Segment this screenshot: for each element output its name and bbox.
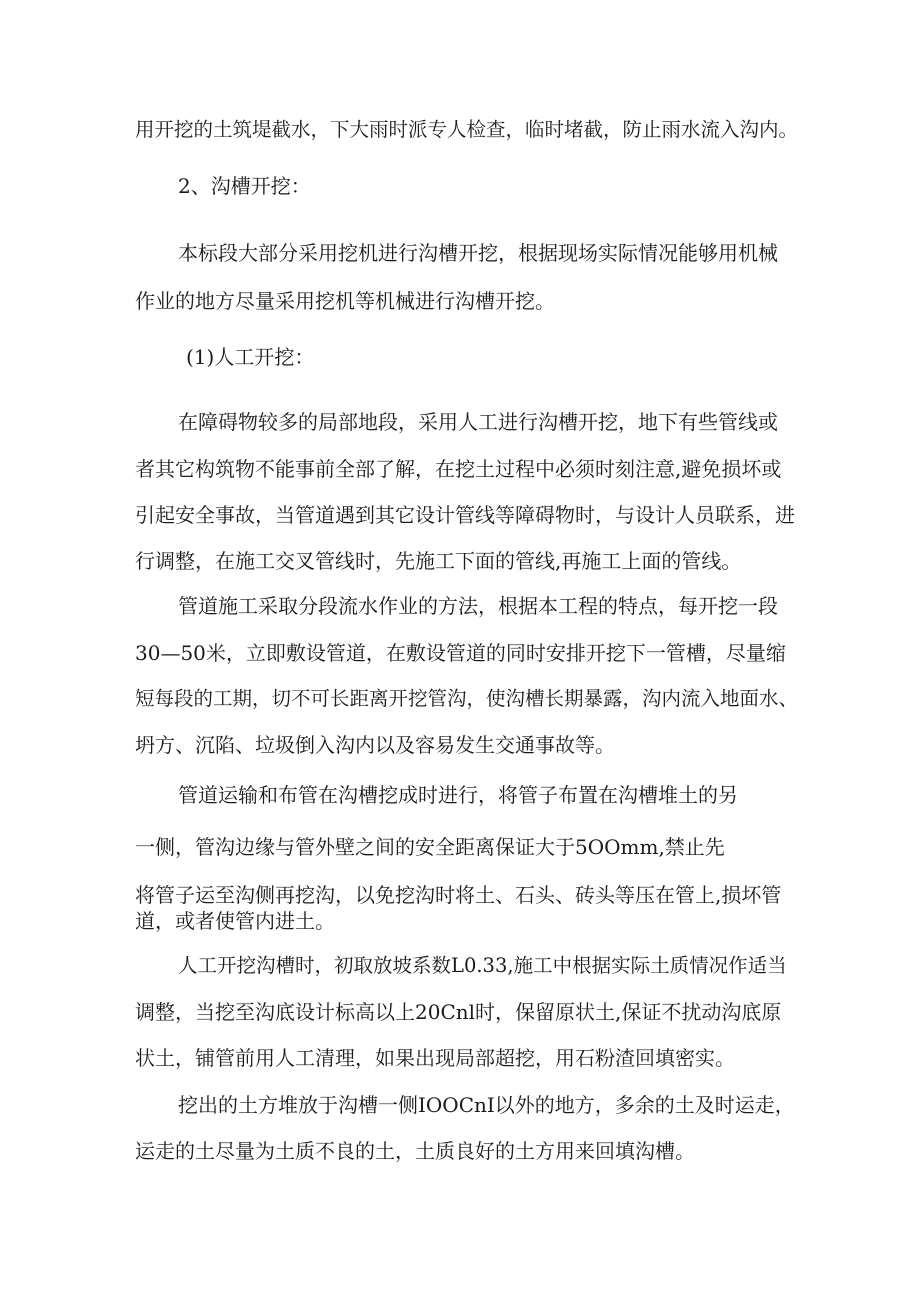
text-line: 人工开挖沟槽时，初取放坡系数L0.33,施工中根据实际土质情况作适当: [178, 954, 787, 977]
text-line: 一侧，管沟边缘与管外壁之间的安全距离保证大于5OOmm,禁止先: [135, 835, 725, 859]
text-line: 30—50米，立即敷设管道，在敷设管道的同时安排开挖下一管槽，尽量缩: [135, 641, 786, 665]
text-line: 将管子运至沟侧再挖沟，以免挖沟时将土、石头、砖头等压在管上,损坏管: [135, 883, 782, 907]
text-line: 道，或者使管内进土。: [135, 909, 335, 933]
text-line: 用开挖的土筑堤截水，下大雨时派专人检查，临时堵截，防止雨水流入沟内。: [135, 118, 799, 141]
text-line: 管道运输和布管在沟槽挖成时进行，将管子布置在沟槽堆土的另: [178, 783, 738, 807]
text-line: 挖出的土方堆放于沟槽一侧IOOCnI以外的地方，多余的土及时运走，: [178, 1093, 795, 1117]
text-line: 者其它构筑物不能事前全部了解，在挖土过程中必须时刻注意,避免损坏或: [135, 457, 782, 481]
text-line: 管道施工采取分段流水作业的方法，根据本工程的特点，每开挖一段: [178, 594, 778, 618]
text-line: 短每段的工期，切不可长距离开挖管沟，使沟槽长期暴露，沟内流入地面水、: [135, 687, 799, 710]
text-line: 引起安全事故，当管道遇到其它设计管线等障碍物时，与设计人员联系，进: [135, 503, 795, 527]
text-line: 在障碍物较多的局部地段，采用人工进行沟槽开挖，地下有些管线或: [178, 410, 778, 434]
text-line: 本标段大部分采用挖机进行沟槽开挖，根据现场实际情况能够用机械: [178, 241, 778, 265]
text-line: 调整，当挖至沟底设计标高以上20Cnl时，保留原状土,保证不扰动沟底原: [135, 1000, 782, 1024]
text-line: 行调整，在施工交叉管线时，先施工下面的管线,再施工上面的管线。: [135, 549, 742, 573]
text-line: 坍方、沉陷、垃圾倒入沟内以及容易发生交通事故等。: [135, 733, 615, 757]
text-line: 作业的地方尽量采用挖机等机械进行沟槽开挖。: [135, 289, 555, 313]
section-heading: 2、沟槽开挖：: [178, 174, 311, 198]
text-line: 状土，铺管前用人工清理，如果出现局部超挖，用石粉渣回填密实。: [135, 1046, 735, 1070]
subsection-heading: (1)人工开挖：: [186, 345, 315, 369]
text-line: 运走的土尽量为土质不良的土，土质良好的土方用来回填沟槽。: [135, 1139, 695, 1163]
